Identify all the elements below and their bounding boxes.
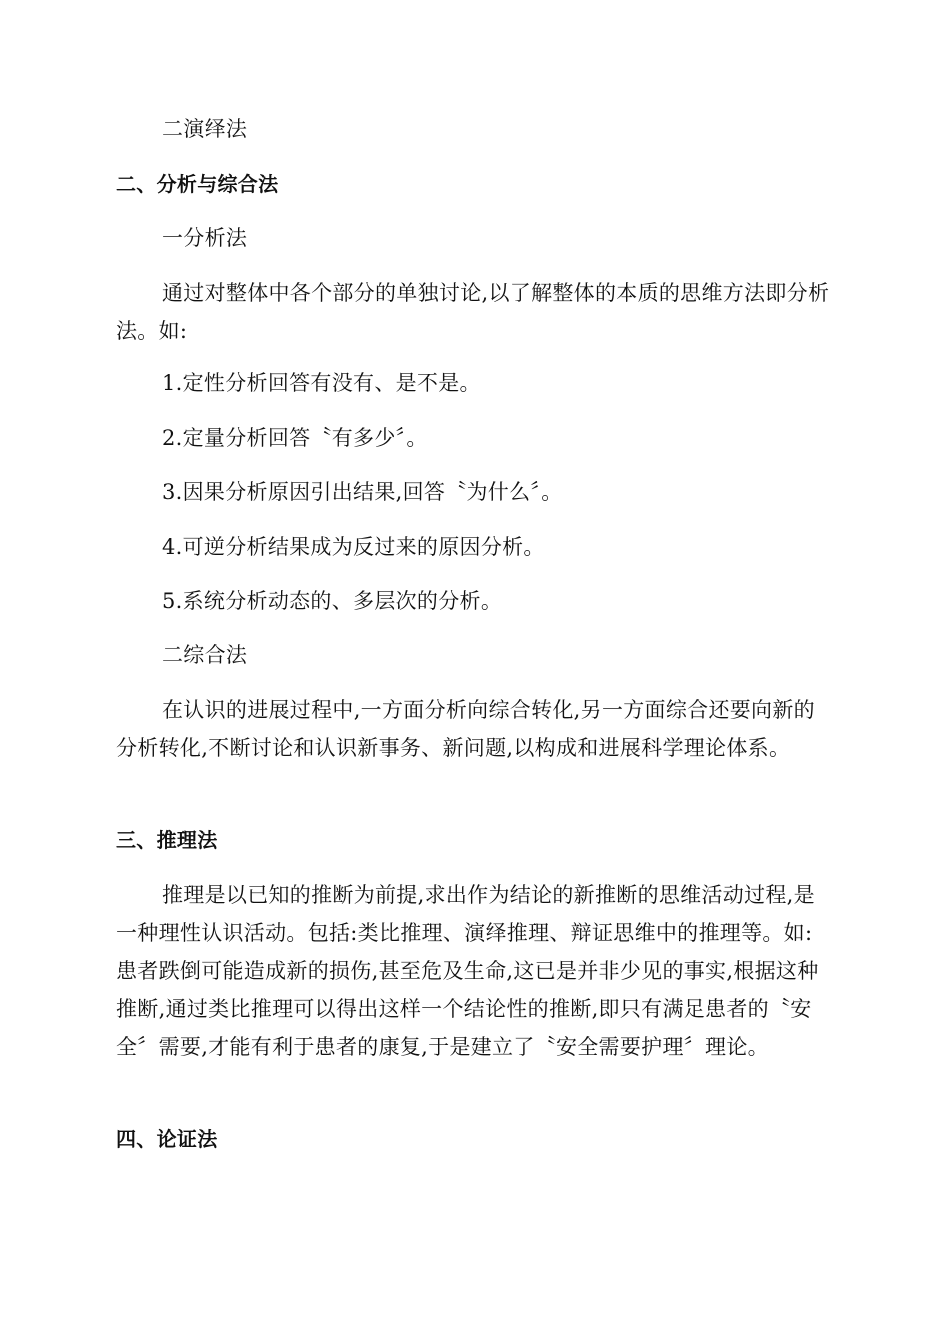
list-item-4: 4.可逆分析结果成为反过来的原因分析。	[162, 535, 545, 559]
list-item-2: 2.定量分析回答〝有多少〞。	[162, 426, 428, 450]
subheading-deduction: 二演绎法	[162, 117, 248, 141]
list-item-5: 5.系统分析动态的、多层次的分析。	[162, 589, 503, 613]
paragraph-analysis: 通过对整体中各个部分的单独讨论,以了解整体的本质的思维方法即分析法。如:	[116, 281, 830, 343]
list-item-3: 3.因果分析原因引出结果,回答〝为什么〞。	[162, 480, 563, 504]
paragraph-reasoning: 推理是以已知的推断为前提,求出作为结论的新推断的思维活动过程,是一种理性认识活动。包括:类比推理、演绎推理、辩证思维中的推理等。如:患者跌倒可能造成新的损伤,甚至危及生命,这已是并非少见的事实,根据这种推断,通过类比推理可以得出这样一个结论性的推断,即只有满足患者的〝安全〞需要,才能有利于患者的康复,于是建立了〝安全需要护理〞理论。	[116, 883, 819, 1059]
list-item-1: 1.定性分析回答有没有、是不是。	[162, 371, 481, 395]
paragraph-synthesis: 在认识的进展过程中,一方面分析向综合转化,另一方面综合还要向新的分析转化,不断讨论和认识新事务、新问题,以构成和进展科学理论体系。	[116, 698, 815, 760]
subheading-synthesis: 二综合法	[162, 643, 248, 667]
heading-argumentation: 四、论证法	[116, 1127, 218, 1151]
heading-analysis-synthesis: 二、分析与综合法	[116, 172, 279, 196]
subheading-analysis: 一分析法	[162, 226, 248, 250]
heading-reasoning: 三、推理法	[116, 828, 218, 852]
